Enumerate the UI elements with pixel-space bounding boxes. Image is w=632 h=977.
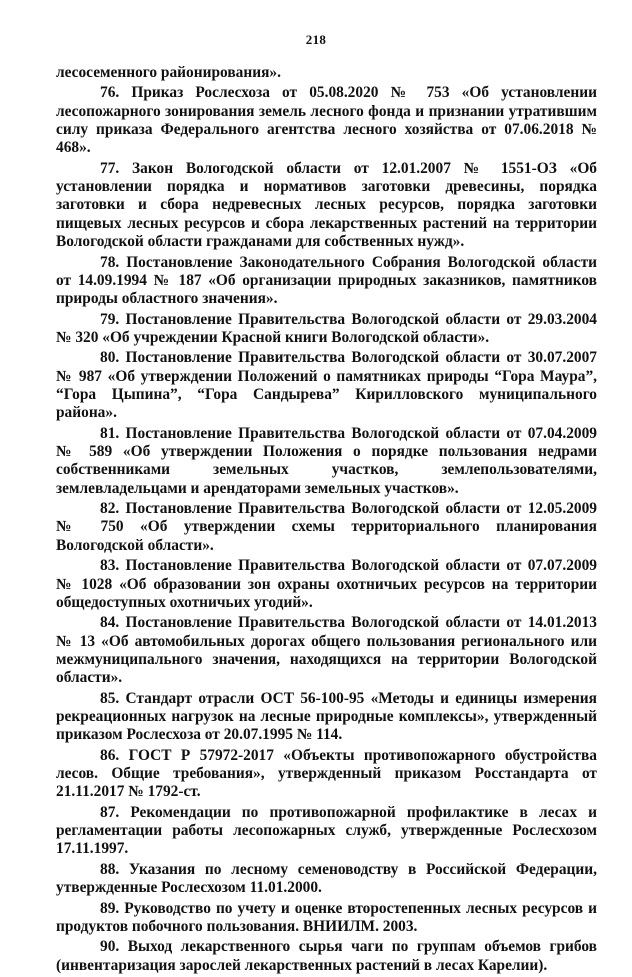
list-item: 79. Постановление Правительства Вологодской области от 29.03.2004 № 320 «Об учреждении Красной книги Вологодской области». [56,310,597,346]
document-body [56,64,597,977]
list-item: 78. Постановление Законодательного Собрания Вологодской области от 14.09.1994 № 187 «Об организации природных заказников, памятников природы областного значения». [56,253,597,308]
list-item: 77. Закон Вологодской области от 12.01.2007 № 1551-ОЗ «Об установлении порядка и нормативов заготовки древесины, порядка заготовки и сбора недревесных лесных ресурсов, порядка заготовки пищевых лесных ресурсов и сбора лекарственных растений на территории Вологодской области гражданами для собственных нужд». [56,159,597,251]
list-item: 87. Рекомендации по противопожарной профилактике в лесах и регламентации работы лесопожарных служб, утвержденные Рослесхозом 17.11.1997. [56,803,597,858]
continuation-text: лесосеменного районирования». [56,64,281,81]
list-item: 80. Постановление Правительства Вологодской области от 30.07.2007 № 987 «Об утверждении Положений о памятниках природы “Гора Маура”, “Гора Цыпина”, “Гора Сандырева” Кирилловского муниципального района». [56,349,597,422]
list-item: 83. Постановление Правительства Вологодской области от 07.07.2009 № 1028 «Об образовании зон охраны охотничьих ресурсов на территории общедоступных охотничьих угодий». [56,557,597,611]
list-item: 89. Руководство по учету и оценке второстепенных лесных ресурсов и продуктов побочного пользования. ВНИИЛМ. 2003. [56,899,597,935]
list-item: 84. Постановление Правительства Вологодской области от 14.01.2013 № 13 «Об автомобильных дорогах общего пользования регионального или межмуниципального значения, находящихся на территории Вологодской области». [56,614,597,687]
list-item: 86. ГОСТ Р 57972-2017 «Объекты противопожарного обустройства лесов. Общие требования», утвержденный приказом Росстандарта от 21.11.2017 № 1792-ст. [56,746,597,801]
list-item: 76. Приказ Рослесхоза от 05.08.2020 № 753 «Об установлении лесопожарного зонирования земель лесного фонда и признании утратившим силу приказа Федерального агентства лесного хозяйства от 07.06.2018 № 468». [56,84,597,157]
list-item: 90. Выход лекарственного сырья чаги по группам объемов грибов (инвентаризация зарослей лекарственных растений в лесах Карелии). [56,938,597,974]
page-number: 218 [305,32,327,47]
list-item: 88. Указания по лесному семеноводству в Российской Федерации, утвержденные Рослесхозом 11.01.2000. [56,860,597,897]
list-item: 85. Стандарт отрасли ОСТ 56-100-95 «Методы и единицы измерения рекреационных нагрузок на лесные природные комплексы», утвержденный приказом Рослесхоза от 20.07.1995 № 114. [56,689,597,744]
list-item: 81. Постановление Правительства Вологодской области от 07.04.2009 № 589 «Об утверждении Положения о порядке пользования недрами собственниками земельных участков, землепользователями, землевладельцами и арендаторами земельных участков». [56,424,597,497]
list-item: 82. Постановление Правительства Вологодской области от 12.05.2009 № 750 «Об утверждении схемы территориального планирования Вологодской области». [56,500,597,554]
